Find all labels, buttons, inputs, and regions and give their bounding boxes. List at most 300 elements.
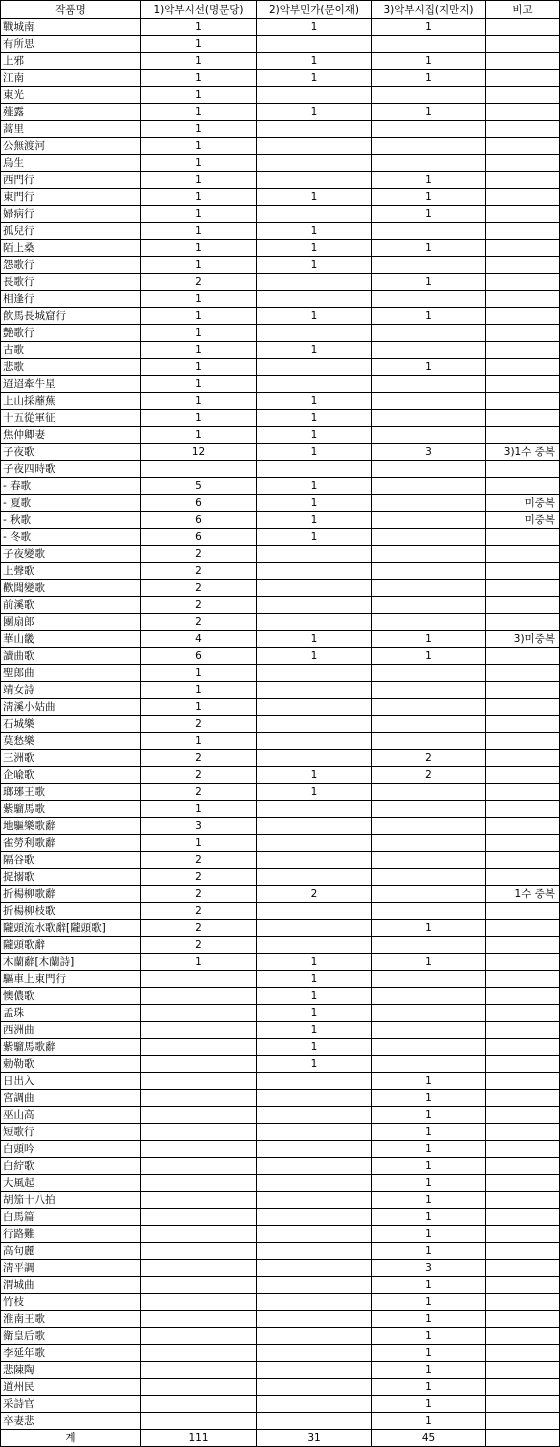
cell-source-3 [372,427,486,444]
table-row [1,699,560,716]
cell-source-3: 1 [372,1226,486,1243]
cell-note [486,206,560,223]
cell-title: 長歌行 [1,274,141,291]
cell-note [486,1107,560,1124]
cell-title: 艶歌行 [1,325,141,342]
cell-source-2: 1 [257,529,372,546]
cell-title: - 冬歌 [1,529,141,546]
cell-title: 地驅樂歌辭 [1,818,141,835]
table-row [1,70,560,87]
cell-source-2 [257,1277,372,1294]
cell-source-1: 1 [141,223,257,240]
cell-source-1: 2 [141,886,257,903]
table-row [1,597,560,614]
table-body [1,19,560,1430]
cell-source-1: 1 [141,410,257,427]
table-row [1,886,560,903]
cell-note [486,223,560,240]
cell-note [486,461,560,478]
cell-title: - 秋歌 [1,512,141,529]
cell-source-2 [257,1379,372,1396]
table-row [1,580,560,597]
cell-title: 有所思 [1,36,141,53]
cell-source-1: 2 [141,563,257,580]
table-row [1,835,560,852]
cell-note [486,937,560,954]
table-row [1,563,560,580]
table-row [1,733,560,750]
cell-note [486,1192,560,1209]
cell-title: 相逢行 [1,291,141,308]
cell-title: 竹枝 [1,1294,141,1311]
cell-source-1 [141,1107,257,1124]
cell-source-2 [257,903,372,920]
cell-source-3 [372,784,486,801]
cell-note [486,410,560,427]
cell-source-2 [257,1107,372,1124]
cell-title: 驅車上東門行 [1,971,141,988]
table-row [1,750,560,767]
cell-title: 李延年歌 [1,1345,141,1362]
cell-source-1: 1 [141,70,257,87]
cell-title: 讀曲歌 [1,648,141,665]
cell-note [486,87,560,104]
cell-source-2 [257,1158,372,1175]
cell-note [486,546,560,563]
cell-title: 石城樂 [1,716,141,733]
cell-source-2 [257,1124,372,1141]
cell-source-3 [372,36,486,53]
cell-note [486,529,560,546]
cell-title: 日出入 [1,1073,141,1090]
cell-source-2 [257,1294,372,1311]
cell-title: 隔谷歌 [1,852,141,869]
cell-note [486,257,560,274]
cell-source-3 [372,733,486,750]
cell-title: 歡聞變歌 [1,580,141,597]
cell-note [486,750,560,767]
table-row [1,223,560,240]
table-row [1,427,560,444]
cell-source-1: 1 [141,665,257,682]
cell-source-2: 1 [257,410,372,427]
table-row [1,138,560,155]
cell-source-2 [257,1073,372,1090]
cell-source-3 [372,699,486,716]
cell-source-2 [257,376,372,393]
cell-source-2: 1 [257,104,372,121]
cell-source-3 [372,614,486,631]
cell-source-2 [257,546,372,563]
table-row [1,1260,560,1277]
cell-title: 團扇郎 [1,614,141,631]
cell-source-3: 1 [372,1090,486,1107]
cell-source-3 [372,988,486,1005]
cell-note [486,716,560,733]
cell-source-2 [257,682,372,699]
cell-note [486,648,560,665]
table-row [1,342,560,359]
cell-title: 戰城南 [1,19,141,36]
cell-title: 古歌 [1,342,141,359]
cell-note [486,1413,560,1430]
cell-source-1: 6 [141,529,257,546]
table-row [1,920,560,937]
cell-source-3 [372,852,486,869]
table-row [1,1294,560,1311]
cell-source-2 [257,1345,372,1362]
cell-source-3: 1 [372,189,486,206]
cell-note [486,1124,560,1141]
cell-title: 折楊柳歌辭 [1,886,141,903]
cell-source-1 [141,1073,257,1090]
cell-source-2 [257,325,372,342]
cell-title: 隴頭歌辭 [1,937,141,954]
cell-source-3 [372,1056,486,1073]
cell-note [486,852,560,869]
cell-source-1: 5 [141,478,257,495]
cell-source-3: 1 [372,1379,486,1396]
cell-source-1 [141,1158,257,1175]
cell-source-2: 1 [257,971,372,988]
cell-note [486,155,560,172]
cell-title: 淸溪小姑曲 [1,699,141,716]
cell-note [486,121,560,138]
cell-source-2 [257,1090,372,1107]
cell-note [486,1175,560,1192]
cell-note [486,1396,560,1413]
cell-note [486,1328,560,1345]
cell-note [486,801,560,818]
cell-source-3 [372,257,486,274]
table-row [1,1277,560,1294]
cell-source-1: 2 [141,852,257,869]
total-row [1,1430,560,1447]
total-note [486,1430,560,1447]
header-note: 비고 [486,1,560,19]
cell-title: 淮南王歌 [1,1311,141,1328]
cell-note [486,954,560,971]
cell-note [486,1073,560,1090]
cell-source-2 [257,733,372,750]
cell-source-1 [141,1226,257,1243]
cell-title: 上邪 [1,53,141,70]
cell-title: - 春歌 [1,478,141,495]
cell-source-1: 1 [141,257,257,274]
cell-note [486,682,560,699]
table-row [1,308,560,325]
cell-source-2: 1 [257,954,372,971]
cell-source-2: 1 [257,767,372,784]
total-label: 계 [1,1430,141,1447]
cell-source-2 [257,1192,372,1209]
cell-source-3 [372,563,486,580]
cell-title: 勅勒歌 [1,1056,141,1073]
table-row [1,1226,560,1243]
table-row [1,784,560,801]
cell-source-3: 1 [372,172,486,189]
cell-title: 三洲歌 [1,750,141,767]
cell-source-1: 1 [141,291,257,308]
cell-title: 高句麗 [1,1243,141,1260]
cell-source-1 [141,461,257,478]
cell-source-3: 1 [372,206,486,223]
cell-title: 折楊柳枝歌 [1,903,141,920]
cell-source-3: 1 [372,1413,486,1430]
table-row [1,937,560,954]
cell-title: 婦病行 [1,206,141,223]
cell-note [486,665,560,682]
cell-title: 隴頭流水歌辭[隴頭歌] [1,920,141,937]
cell-source-3 [372,495,486,512]
cell-source-3: 1 [372,954,486,971]
cell-source-3 [372,87,486,104]
cell-source-2: 1 [257,648,372,665]
cell-source-1: 6 [141,648,257,665]
cell-title: 捉搦歌 [1,869,141,886]
cell-source-2: 1 [257,988,372,1005]
cell-source-3 [372,886,486,903]
cell-source-3 [372,580,486,597]
cell-title: 子夜變歌 [1,546,141,563]
cell-source-3 [372,1022,486,1039]
table-row [1,325,560,342]
cell-source-1 [141,1362,257,1379]
cell-source-2 [257,852,372,869]
cell-note [486,36,560,53]
cell-note [486,733,560,750]
cell-title: 華山畿 [1,631,141,648]
cell-source-1: 1 [141,138,257,155]
cell-source-2: 1 [257,784,372,801]
cell-title: 東光 [1,87,141,104]
cell-source-3: 1 [372,308,486,325]
cell-source-1: 1 [141,376,257,393]
cell-source-3: 1 [372,1158,486,1175]
cell-title: 雀勞利歌辭 [1,835,141,852]
cell-source-2: 1 [257,512,372,529]
cell-source-3: 1 [372,1073,486,1090]
cell-note [486,1260,560,1277]
cell-source-3 [372,665,486,682]
cell-source-2 [257,801,372,818]
cell-source-2 [257,461,372,478]
cell-source-1: 2 [141,937,257,954]
cell-source-2: 1 [257,495,372,512]
cell-title: - 夏歌 [1,495,141,512]
cell-title: 卒妻悲 [1,1413,141,1430]
header-source-3: 3)악부시집(지만지) [372,1,486,19]
cell-source-1 [141,988,257,1005]
cell-source-2 [257,835,372,852]
cell-source-1: 1 [141,206,257,223]
cell-title: 行路難 [1,1226,141,1243]
table-row [1,495,560,512]
cell-source-2: 1 [257,427,372,444]
cell-source-3 [372,597,486,614]
cell-source-1: 12 [141,444,257,461]
cell-source-2: 2 [257,886,372,903]
cell-source-2 [257,597,372,614]
header-title: 작품명 [1,1,141,19]
cell-source-1: 1 [141,342,257,359]
cell-source-2 [257,1328,372,1345]
cell-title: 西門行 [1,172,141,189]
cell-title: 采詩官 [1,1396,141,1413]
cell-note [486,359,560,376]
cell-source-1: 2 [141,546,257,563]
table-row [1,1073,560,1090]
cell-source-3: 1 [372,631,486,648]
cell-source-3 [372,461,486,478]
cell-title: 瑯琊王歌 [1,784,141,801]
cell-source-2 [257,1362,372,1379]
cell-source-3 [372,325,486,342]
table-row [1,410,560,427]
cell-source-2 [257,1209,372,1226]
cell-note [486,988,560,1005]
cell-note: 1수 중복 [486,886,560,903]
cell-source-1 [141,1413,257,1430]
cell-source-3 [372,376,486,393]
table-row [1,767,560,784]
cell-source-1 [141,1124,257,1141]
cell-source-2: 1 [257,631,372,648]
table-row [1,682,560,699]
table-row [1,1039,560,1056]
table-row [1,1362,560,1379]
cell-source-2 [257,1175,372,1192]
table-row [1,121,560,138]
cell-source-1 [141,1396,257,1413]
cell-note [486,1226,560,1243]
cell-note [486,971,560,988]
cell-source-1: 2 [141,716,257,733]
cell-source-3: 1 [372,1277,486,1294]
cell-source-1: 1 [141,801,257,818]
cell-title: 上聲歌 [1,563,141,580]
table-row [1,1379,560,1396]
cell-source-2 [257,665,372,682]
cell-note [486,325,560,342]
cell-source-1: 2 [141,903,257,920]
cell-source-3: 3 [372,1260,486,1277]
cell-source-1: 1 [141,240,257,257]
cell-note [486,189,560,206]
cell-source-1 [141,1209,257,1226]
cell-title: 企喩歌 [1,767,141,784]
cell-source-2 [257,818,372,835]
table-row [1,1141,560,1158]
cell-source-3 [372,1039,486,1056]
cell-source-2: 1 [257,342,372,359]
table-row [1,1328,560,1345]
cell-source-2: 1 [257,240,372,257]
cell-source-2 [257,1226,372,1243]
cell-source-1 [141,1141,257,1158]
cell-source-3: 1 [372,1209,486,1226]
cell-note [486,920,560,937]
table-row [1,818,560,835]
cell-source-3: 1 [372,920,486,937]
cell-source-2: 1 [257,19,372,36]
table-row [1,104,560,121]
cell-note [486,308,560,325]
cell-source-3: 1 [372,1175,486,1192]
cell-source-2 [257,87,372,104]
cell-title: 悲歌 [1,359,141,376]
table-row [1,1396,560,1413]
cell-title: 陌上桑 [1,240,141,257]
table-row [1,1124,560,1141]
table-row [1,1158,560,1175]
table-row [1,172,560,189]
cell-title: 上山採蘼蕪 [1,393,141,410]
table-row [1,716,560,733]
cell-note: 3)미중복 [486,631,560,648]
cell-source-2 [257,1141,372,1158]
cell-source-1: 1 [141,308,257,325]
cell-note [486,580,560,597]
cell-source-3 [372,869,486,886]
total-source-1: 111 [141,1430,257,1447]
cell-source-3: 1 [372,1311,486,1328]
table-row [1,53,560,70]
header-row [1,1,560,19]
table-row [1,189,560,206]
cell-title: 江南 [1,70,141,87]
cell-source-3: 1 [372,648,486,665]
cell-source-3: 1 [372,104,486,121]
cell-source-3 [372,478,486,495]
cell-source-2 [257,1396,372,1413]
cell-note [486,1056,560,1073]
cell-source-2 [257,291,372,308]
cell-title: 西洲曲 [1,1022,141,1039]
cell-source-2 [257,36,372,53]
cell-source-2 [257,563,372,580]
cell-source-1: 1 [141,393,257,410]
cell-source-1: 1 [141,87,257,104]
cell-source-1 [141,1090,257,1107]
cell-source-1: 1 [141,699,257,716]
cell-source-3 [372,138,486,155]
table-row [1,393,560,410]
cell-source-3 [372,682,486,699]
cell-title: 子夜歌 [1,444,141,461]
table-row [1,478,560,495]
cell-source-2: 1 [257,478,372,495]
table-row [1,529,560,546]
table-row [1,19,560,36]
table-row [1,1243,560,1260]
cell-title: 莫愁樂 [1,733,141,750]
cell-source-2 [257,1243,372,1260]
table-row [1,665,560,682]
cell-source-1: 1 [141,427,257,444]
cell-note: 미중복 [486,495,560,512]
cell-note [486,563,560,580]
cell-source-1 [141,1243,257,1260]
cell-title: 公無渡河 [1,138,141,155]
cell-note [486,597,560,614]
cell-note [486,376,560,393]
table-row [1,1090,560,1107]
cell-note [486,393,560,410]
cell-source-3 [372,903,486,920]
cell-source-1 [141,1039,257,1056]
cell-title: 紫騮馬歌 [1,801,141,818]
